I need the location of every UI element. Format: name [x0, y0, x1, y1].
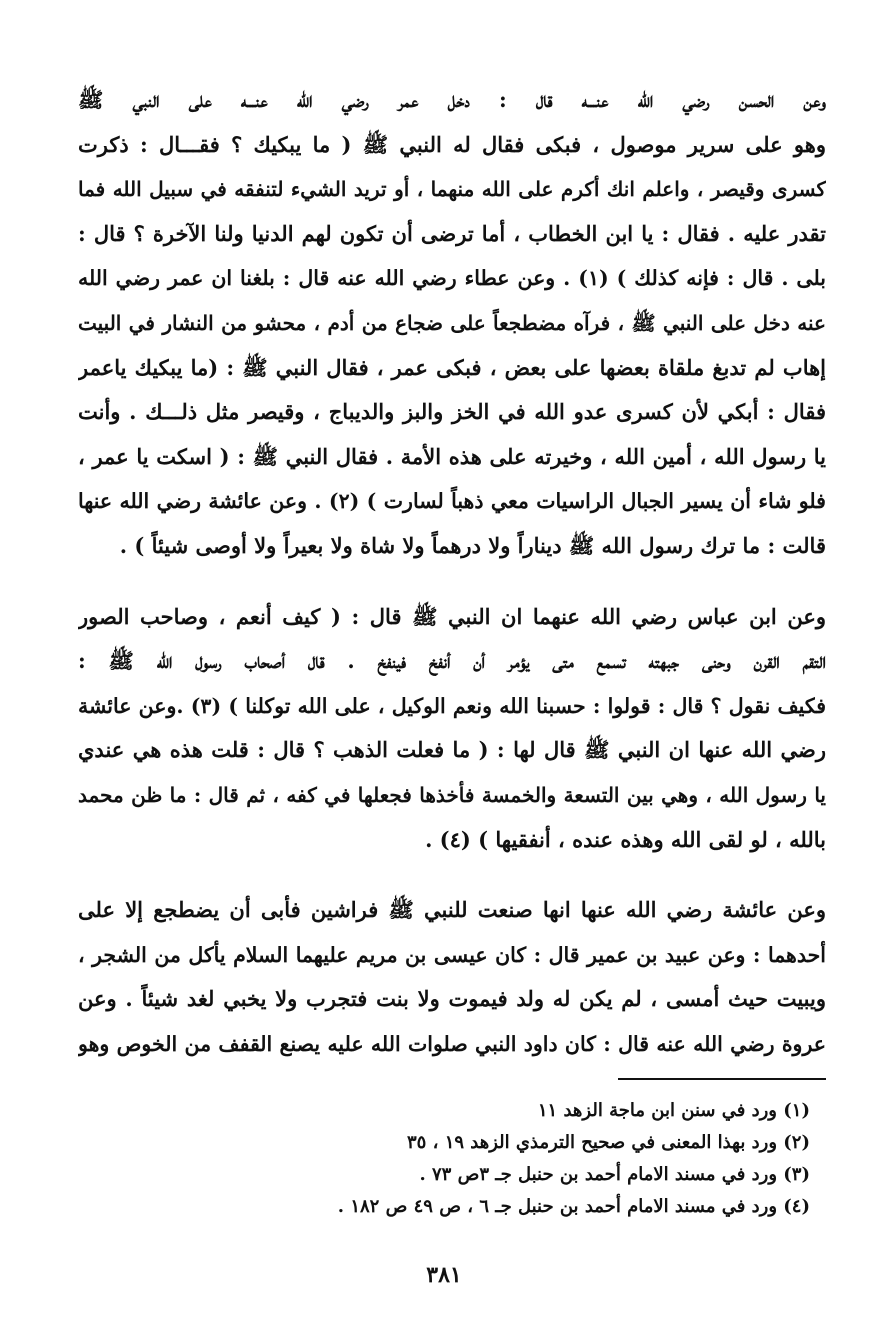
paragraph-1	[78, 78, 826, 569]
text-line: فلو شاء أن يسير الجبال الراسيات معي ذهباً لسارت ) (٢) . وعن عائشة رضي الله عنها	[78, 489, 826, 514]
footnote-3: (٣) ورد في مسند الامام أحمد بن حنبل جـ ٣ص ٧٣ .	[419, 1164, 810, 1185]
text-line: إهاب لم تدبغ ملقاة بعضها على بعض ، فبكى عمر ، فقال النبي ﷺ : (ما يبكيك ياعمر	[78, 354, 826, 380]
text-line: فقال : أبكي لأن كسرى عدو الله في الخز والبز والديباج ، وقيصر مثل ذلـــك . وأنت	[78, 399, 826, 425]
text-line: ويبيت حيث أمسى ، لم يكن له ولد فيموت ولا بنت فتجرب ولا يخبي لغد شيئاً . وعن	[78, 986, 826, 1012]
text-line: أحدهما : وعن عبيد بن عمير قال : كان عيسى بن مريم عليهما السلام يأكل من الشجر ،	[78, 942, 826, 967]
text-line: عنه دخل على النبي ﷺ ، فرآه مضطجعاً على ضجاع من أدم ، محشو من النشار في البيت	[78, 310, 826, 335]
text-line: قالت : ما ترك رسول الله ﷺ ديناراً ولا درهماً ولا شاة ولا بعيراً ولا أوصى شيئاً ) .	[119, 532, 826, 558]
text-line: بلى . قال : فإنه كذلك ) (١) . وعن عطاء رضي الله عنه قال : بلغنا ان عمر رضي الله	[78, 266, 826, 291]
text-line: وعن الحسن رضي الله عنـــه قال : دخل عمر رضي الله عنـــه على النبي ﷺ	[78, 87, 826, 112]
footnote-4: (٤) ورد في مسند الامام أحمد بن حنبل جـ ٦ ، ص ٤٩ ص ١٨٢ .	[337, 1196, 810, 1217]
text-line: وعن ابن عباس رضي الله عنهما ان النبي ﷺ قال : ( كيف أنعم ، وصاحب الصور	[78, 603, 826, 629]
text-line: كسرى وقيصر ، واعلم انك أكرم على الله منهما ، أو تريد الشيء لتنفقه في سبيل الله فما	[78, 177, 826, 202]
footnote-2: (٢) ورد بهذا المعنى في صحيح الترمذي الزهد ١٩ ، ٣٥	[407, 1132, 810, 1153]
paragraph-2	[78, 595, 826, 863]
text-line: بالله ، لو لقى الله وهذه عنده ، أنفقيها ) (٤) .	[425, 826, 826, 852]
text-line: يا رسول الله ، وهي بين التسعة والخمسة فأخذها فجعلها في كفه ، ثم قال : ما ظن محمد	[78, 782, 826, 807]
text-line: التقم القرن وحنى جبهته تسمع متى يؤمر أن أنفخ فينفخ . قال أصحاب رسول الله ﷺ :	[78, 648, 826, 674]
text-line: وهو على سرير موصول ، فبكى فقال له النبي ﷺ ( ما يبكيك ؟ فقـــال : ذكرت	[78, 131, 826, 157]
text-line: وعن عائشة رضي الله عنها انها صنعت للنبي ﷺ فراشين فأبى أن يضطجع إلا على	[78, 897, 826, 923]
page-number: ٣٨١	[426, 1262, 462, 1288]
text-line: رضي الله عنها ان النبي ﷺ قال لها : ( ما فعلت الذهب ؟ قال : قلت هذه هي عندي	[78, 737, 826, 763]
text-line: يا رسول الله ، أمين الله ، وخيرته على هذه الأمة . فقال النبي ﷺ : ( اسكت يا عمر ،	[78, 443, 826, 469]
page-body	[78, 78, 826, 1066]
text-line: تقدر عليه . فقال : يا ابن الخطاب ، أما ترضى أن تكون لهم الدنيا ولنا الآخرة ؟ قال :	[78, 220, 826, 246]
footnote-divider	[618, 1078, 826, 1080]
text-line: فكيف نقول ؟ قال : قولوا : حسبنا الله ونعم الوكيل ، على الله توكلنا ) (٣) .وعن عائشة	[78, 693, 826, 718]
text-line: عروة رضي الله عنه قال : كان داود النبي صلوات الله عليه يصنع القفف من الخوص وهو	[78, 1031, 826, 1056]
paragraph-3	[78, 888, 826, 1066]
footnote-1: (١) ورد في سنن ابن ماجة الزهد ١١	[537, 1100, 810, 1121]
footnotes	[300, 1095, 810, 1223]
